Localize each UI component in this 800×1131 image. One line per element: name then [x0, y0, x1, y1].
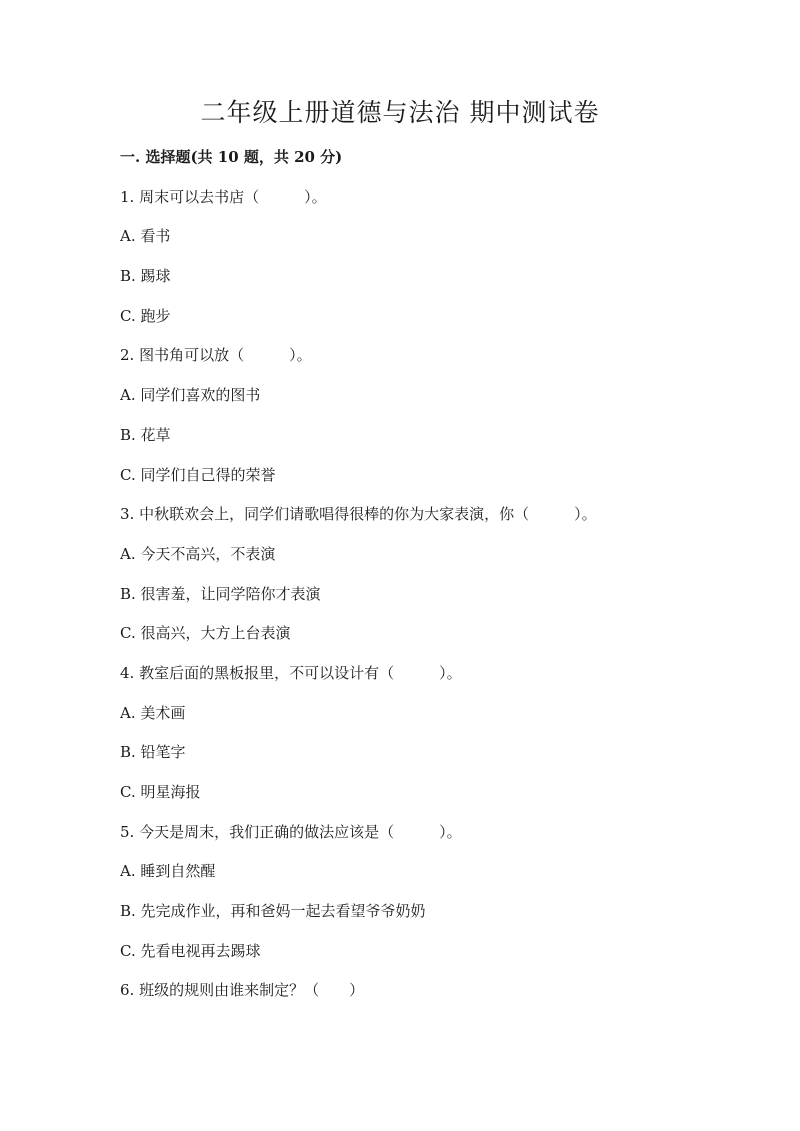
question-5-stem: 5. 今天是周末，我们正确的做法应该是（ ）。	[120, 822, 462, 841]
question-3-option-b: B. 很害羞，让同学陪你才表演	[120, 584, 321, 603]
page-title: 二年级上册道德与法治 期中测试卷	[200, 98, 600, 127]
question-4-stem: 4. 教室后面的黑板报里，不可以设计有（ ）。	[120, 663, 462, 682]
question-2-option-b: B. 花草	[120, 425, 171, 444]
question-2-option-a: A. 同学们喜欢的图书	[120, 386, 261, 405]
question-2-stem: 2. 图书角可以放（ ）。	[120, 346, 312, 365]
question-5-option-a: A. 睡到自然醒	[120, 862, 216, 881]
question-1-option-a: A. 看书	[120, 227, 171, 246]
question-4-option-c: C. 明星海报	[120, 783, 201, 801]
question-1-stem: 1. 周末可以去书店（ ）。	[120, 187, 327, 206]
question-4-option-a: A. 美术画	[120, 703, 186, 722]
question-3-option-c: C. 很高兴，大方上台表演	[120, 624, 291, 643]
question-4-option-b: B. 铅笔字	[120, 743, 186, 762]
question-5-option-c: C. 先看电视再去踢球	[120, 941, 261, 960]
question-6-stem: 6. 班级的规则由谁来制定？（ ）	[120, 981, 365, 1000]
question-list	[120, 146, 740, 1019]
question-1-option-c: C. 跑步	[120, 306, 171, 325]
question-5-option-b: B. 先完成作业，再和爸妈一起去看望爷爷奶奶	[120, 902, 426, 921]
question-3-stem: 3. 中秋联欢会上，同学们请歌唱得很棒的你为大家表演，你（ ）。	[120, 505, 597, 524]
question-2-option-c: C. 同学们自己得的荣誉	[120, 465, 276, 484]
section-heading: 一. 选择题(共 10 题，共 20 分)	[120, 148, 343, 166]
question-1-option-b: B. 踢球	[120, 267, 171, 286]
question-3-option-a: A. 今天不高兴，不表演	[120, 544, 276, 563]
